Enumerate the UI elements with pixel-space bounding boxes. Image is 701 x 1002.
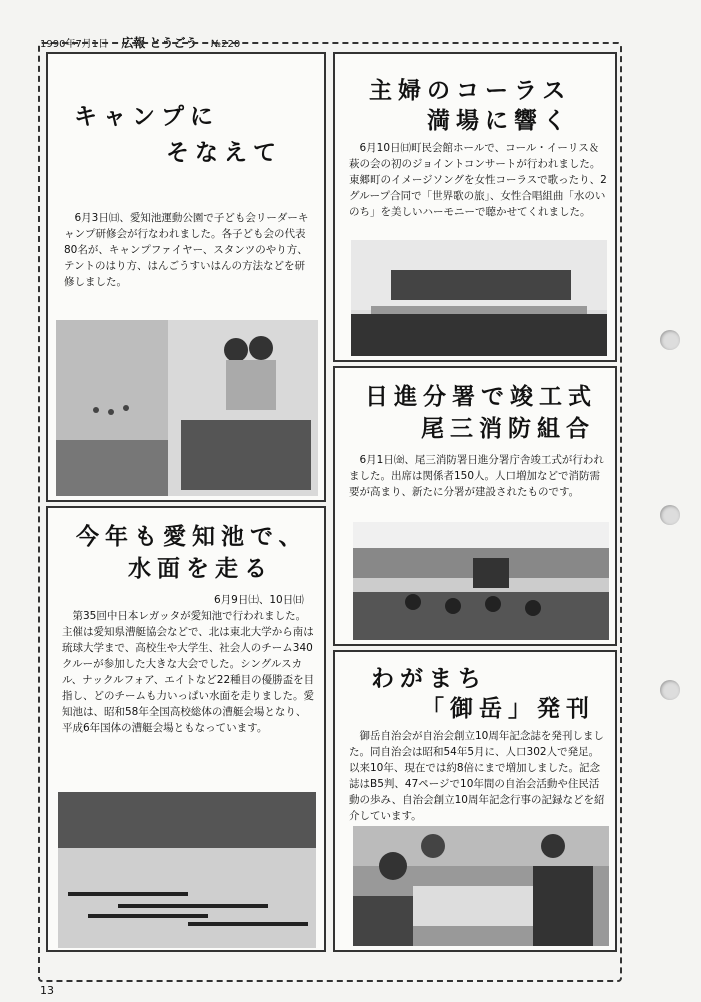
- issue-number: №220: [210, 39, 241, 50]
- chorus-body: 6月10日㈰町民会館ホールで、コール・イーリス＆萩の会の初のジョイントコンサートが行われました。東郷町のイメージソングを女性コーラスで歌ったり、2グループ合同で「世界歌の旅」、女性合唱組曲「水のいのち」を美しいハーモニーで聴かせてくれました。: [349, 142, 607, 218]
- binder-hole: [660, 330, 680, 350]
- camp-title-line2: そなえて: [166, 139, 282, 166]
- regatta-title-line2: 水面を走る: [128, 555, 273, 582]
- fire-body: 6月1日㈮、尾三消防署日進分署庁舎竣工式が行われました。出席は関係者150人。人口増加などで消防需要が高まり、新たに分署が建設されたものです。: [349, 454, 604, 498]
- regatta-body: 第35回中日本レガッタが愛知池で行われました。主催は愛知県漕艇協会などで、北は東北大学から南は琉球大学まで、高校生や大学生、社会人のチーム340クルーが参加した大きな大会でした。シングルスカル、ナックルフォア、エイトなど22種目の優勝盃を目指し、どのチームも力いっぱい水面を走りました。愛知池は、昭和58年全国高校総体の漕艇会場となり、平成6年国体の漕艇会場ともなっています。: [62, 610, 315, 734]
- regatta-title-line1: 今年も愛知池で、: [76, 523, 308, 550]
- regatta-date: 6月9日㈯、10日㈰: [214, 594, 304, 606]
- mitake-photo-image: [353, 826, 609, 946]
- chorus-photo: [351, 240, 607, 356]
- camp-photo-image: [56, 320, 318, 496]
- chorus-photo-image: [351, 240, 607, 356]
- fire-title-line2: 尾三消防組合: [421, 415, 595, 442]
- mitake-title-line1: わがまち: [371, 665, 487, 692]
- article-regatta: [46, 506, 326, 952]
- fire-photo-image: [353, 522, 609, 640]
- binder-hole: [660, 680, 680, 700]
- chorus-title-line2: 満場に響く: [427, 107, 572, 134]
- article-mitake: [333, 650, 617, 952]
- article-fire: [333, 366, 617, 646]
- fire-photo: [353, 522, 609, 640]
- fire-title-line1: 日進分署で竣工式: [365, 383, 597, 410]
- mitake-title-line2: 「御岳」発刊: [421, 695, 595, 722]
- camp-body: 6月3日㈰、愛知池運動公園で子ども会リーダーキャンプ研修会が行なわれました。各子ども会の代表80名が、キャンプファイヤー、スタンツのやり方、テントのはり方、はんごうすいはんの方法などを研修しました。: [64, 212, 309, 288]
- publication-logo: 広報 とうごう: [121, 36, 198, 50]
- article-camp: [46, 52, 326, 502]
- article-chorus: [333, 52, 617, 362]
- regatta-photo-image: [58, 792, 316, 948]
- regatta-photo: [58, 792, 316, 948]
- mitake-photo: [353, 826, 609, 946]
- camp-title-line1: キャンプに: [74, 103, 219, 130]
- binder-hole: [660, 505, 680, 525]
- issue-date: 1990年7月1日: [40, 39, 109, 50]
- mitake-body: 御岳自治会が自治会創立10周年記念誌を発刊しました。同自治会は昭和54年5月に、人口302人で発足。以来10年、現在では約8倍にまで増加しました。記念誌はB5判、47ページで10年間の自治会活動や住民活動の歩み、自治会創立10周年記念行事の記録などを紹介しています。: [349, 730, 605, 822]
- page-number: 13: [40, 984, 54, 997]
- chorus-title-line1: 主婦のコーラス: [369, 77, 572, 104]
- camp-photo: [56, 320, 318, 496]
